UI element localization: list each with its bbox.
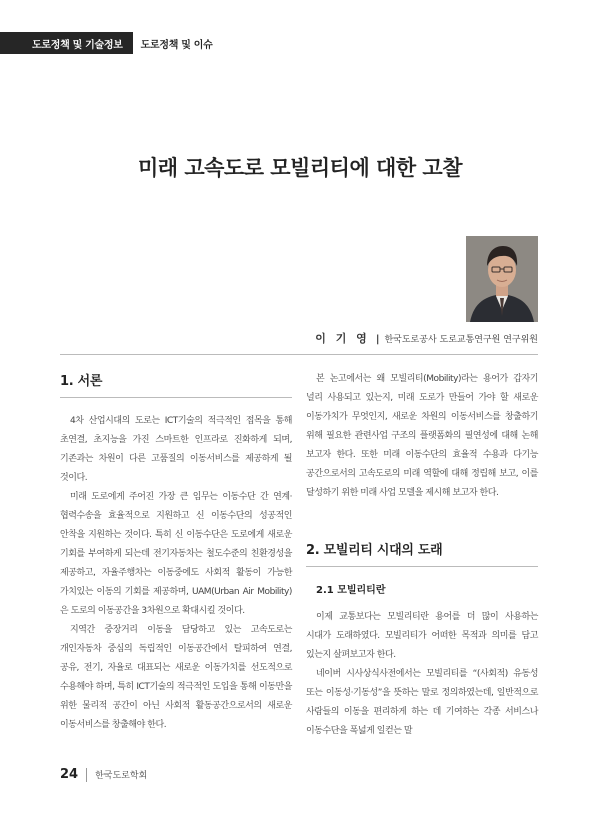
footer-organization: 한국도로학회 [95,771,148,781]
author-divider [60,354,538,355]
body-paragraph: 이제 교통보다는 모빌리티란 용어를 더 많이 사용하는 시대가 도래하였다. 모빌리티가 어떠한 목적과 의미를 담고 있는지 살펴보고자 한다. [306,612,538,660]
body-paragraph: 지역간 중장거리 이동을 담당하고 있는 고속도로는 개인자동차 중심의 독립적인 이동공간에서 탈피하여 연결, 공유, 전기, 자율로 대표되는 새로운 이동가치를 선도적으로 수용해야 하며, 특히 ICT기술의 적극적인 도입을 통해 이동만을 위한 물리적 공간이 아닌 사회적 활동공간으로서의 새로운 이동서비스를 창출해야 한다. [60,625,292,730]
right-column [306,370,538,741]
footer-divider [86,768,87,782]
subsection-heading-mobility: 2.1 모빌리티란 [316,585,386,596]
section-heading-mobility-era: 2. 모빌리티 시대의 도래 [306,539,538,567]
page-footer [60,767,147,782]
author-portrait-image [466,236,538,322]
author-line [315,330,538,346]
section-heading-introduction: 1. 서론 [60,370,292,398]
article-title: 미래 고속도로 모빌리티에 대한 고찰 [137,156,463,180]
body-paragraph: 미래 도로에게 주어진 가장 큰 임무는 이동수단 간 연계·협력수송을 효율적으로 지원하고 신 이동수단의 성공적인 안착을 지원하는 것이다. 특히 신 이동수단은 도로에게 새로운 기회를 부여하게 되는데 전기자동차는 철도수준의 친환경성을 제공하고, 자율주행차는 이동중에도 사회적 활동이 가능한 가치있는 이동의 기회를 제공하며, UAM(Urban Air Mobility)은 도로의 이동공간을 3차원으로 확대시킬 것이다. [60,492,292,616]
left-column [60,370,292,735]
header-category-secondary: 도로정책 및 이슈 [140,39,213,51]
author-affiliation: 한국도로공사 도로교통연구원 연구위원 [384,335,538,345]
author-name: 이 기 영 [315,332,370,345]
author-photo [466,236,538,322]
author-separator: | [375,334,380,345]
body-paragraph: 네이버 시사상식사전에서는 모빌리티를 “(사회적) 유동성 또는 이동성·기동성”을 뜻하는 말로 정의하였는데, 일반적으로 사람들의 이동을 편리하게 하는 데 기여하는 각종 서비스나 이동수단을 폭넓게 일컫는 말 [306,669,538,736]
page-number: 24 [60,767,79,782]
header-bar [0,32,213,54]
body-paragraph: 4차 산업시대의 도로는 ICT기술의 적극적인 접목을 통해 초연결, 초지능을 가진 스마트한 인프라로 진화하게 되며, 기존과는 차원이 다른 고품질의 이동서비스를 제공하게 될 것이다. [60,416,292,483]
intro-paragraph: 본 논고에서는 왜 모빌리티(Mobility)라는 용어가 갑자기 널리 사용되고 있는지, 미래 도로가 만들어 가야 할 새로운 이동가치가 무엇인지, 새로운 차원의 이동서비스를 창출하기 위해 필요한 관련사업 구조의 플랫폼화의 필연성에 대해 논해 보고자 한다. 또한 미래 이동수단의 효율적 수용과 다기능 공간으로서의 고속도로의 미래 역할에 대해 정립해 보고, 이를 달성하기 위한 미래 사업 모델을 제시해 보고자 한다. [306,374,538,498]
header-category-primary: 도로정책 및 기술정보 [0,32,133,54]
